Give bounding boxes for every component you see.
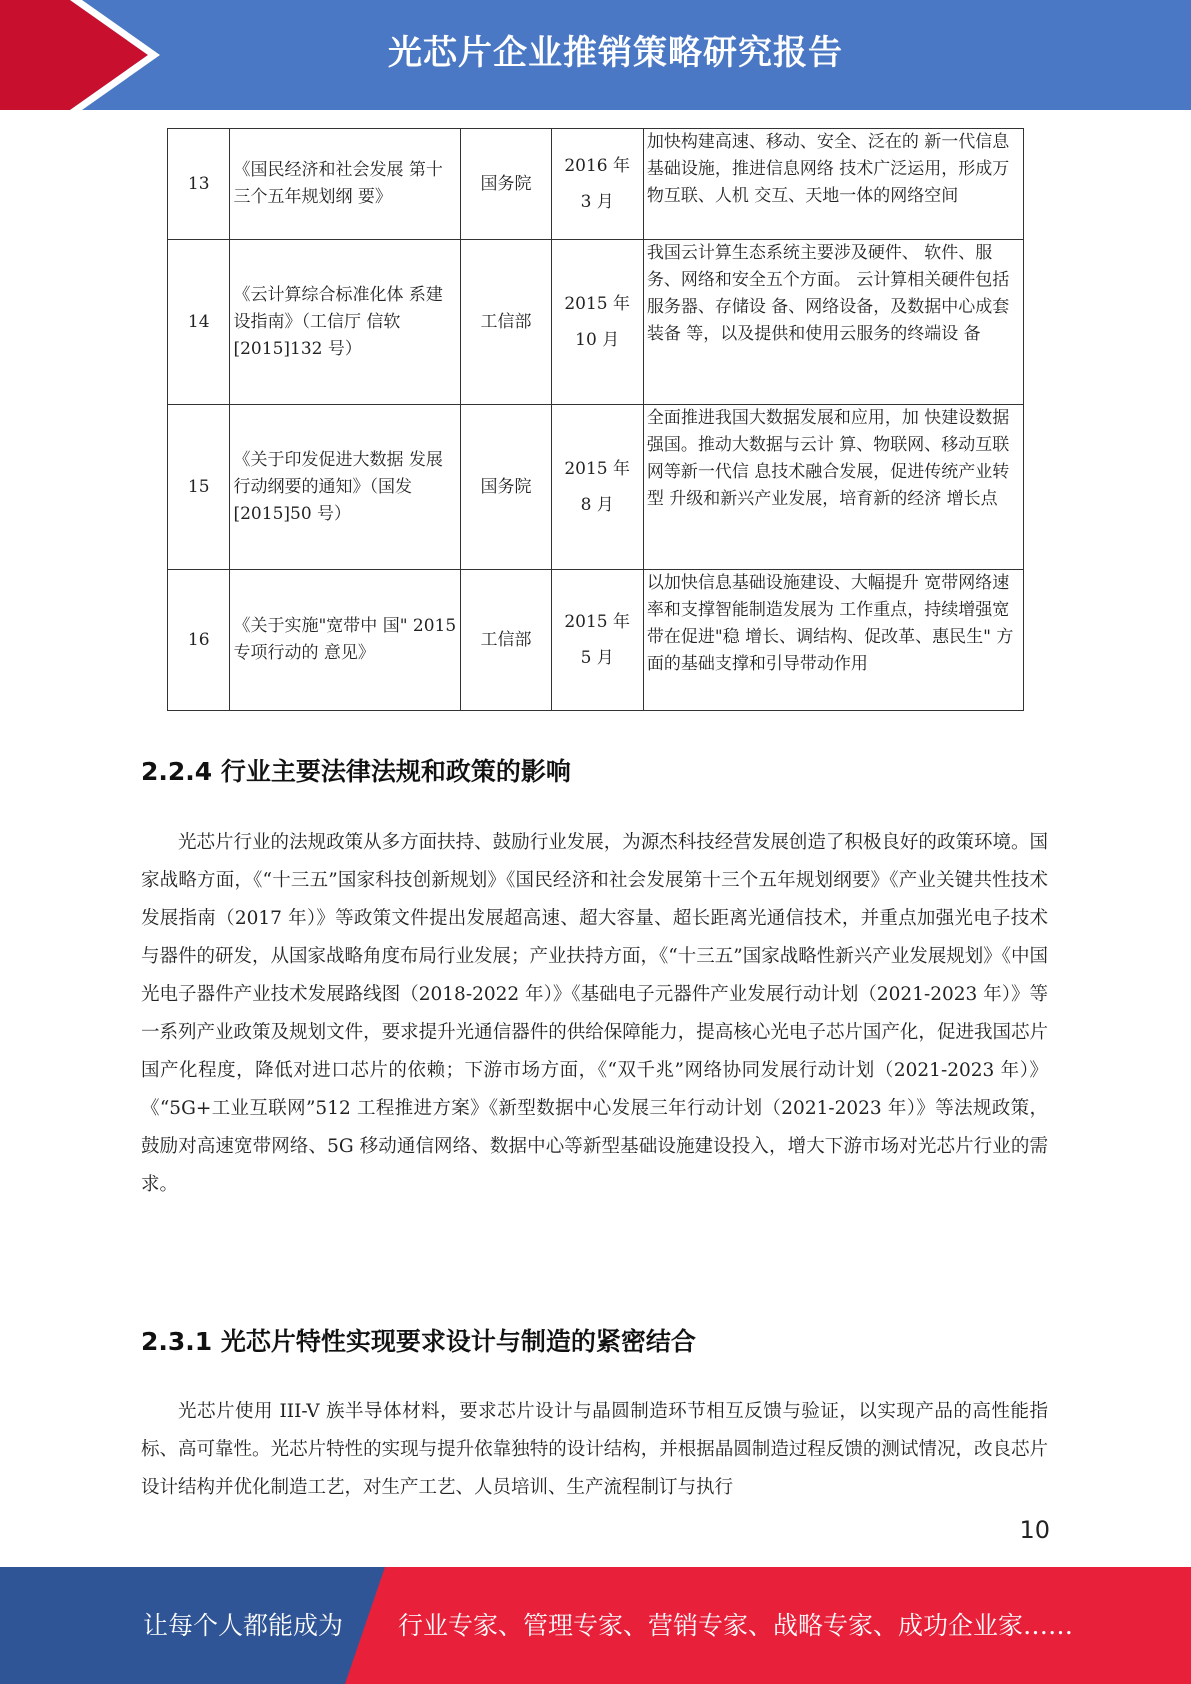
issue-month: 5 月 — [580, 648, 614, 668]
policy-title: 《云计算综合标准化体 系建设指南》（工信厅 信软[2015]132 号） — [230, 240, 461, 405]
row-number: 14 — [168, 240, 230, 405]
issuing-organization: 工信部 — [461, 570, 551, 711]
policy-title: 《关于印发促进大数据 发展行动纲要的通知》（国发[2015]50 号） — [230, 405, 461, 570]
issuing-organization: 国务院 — [461, 405, 551, 570]
policy-description: 我国云计算生态系统主要涉及硬件、 软件、服务、网络和安全五个方面。 云计算相关硬件包括服务器、存储设 备、网络设备，及数据中心成套装备 等，以及提供和使用云服务的终端设 备 — [643, 240, 1023, 405]
issue-month: 3 月 — [580, 192, 614, 212]
section-heading-2-2-4: 2.2.4 行业主要法律法规和政策的影响 — [141, 757, 571, 786]
footer-slogan-right: 行业专家、管理专家、营销专家、战略专家、成功企业家…… — [398, 1611, 1074, 1640]
section-paragraph-2-2-4: 光芯片行业的法规政策从多方面扶持、鼓励行业发展，为源杰科技经营发展创造了积极良好的政策环境。国家战略方面，《“十三五”国家科技创新规划》《国民经济和社会发展第十三个五年规划纲要》《产业关键共性技术发展指南（2017 年）》等政策文件提出发展超高速、超大容量、超长距离光通信技术，并重点加强光电子技术与器件的研发，从国家战略角度布局行业发展；产业扶持方面，《“十三五”国家战略性新兴产业发展规划》《中国光电子器件产业技术发展路线图（2018-2022 年）》《基础电子元器件产业发展行动计划（2021-2023 年）》等一系列产业政策及规划文件，要求提升光通信器件的供给保障能力，提高核心光电子芯片国产化，促进我国芯片国产化程度，降低对进口芯片的依赖；下游市场方面，《“双千兆”网络协同发展行动计划（2021-2023 年）》《“5G+工业互联网”512 工程推进方案》《新型数据中心发展三年行动计划（2021-2023 年）》等法规政策，鼓励对高速宽带网络、5G 移动通信网络、数据中心等新型基础设施建设投入，增大下游市场对光芯片行业的需求。 — [141, 832, 1048, 1195]
footer-slogan-left: 让每个人都能成为 — [143, 1611, 344, 1640]
policy-description: 以加快信息基础设施建设、大幅提升 宽带网络速率和支撑智能制造发展为 工作重点，持续增强宽带在促进"稳 增长、调结构、促改革、惠民生" 方 面的基础支撑和引导带动作用 — [643, 570, 1023, 711]
policy-title: 《关于实施"宽带中 国" 2015 专项行动的 意见》 — [230, 570, 461, 711]
table-row — [168, 405, 1024, 570]
page-header — [0, 0, 1191, 110]
issue-month: 8 月 — [580, 495, 614, 515]
report-title: 光芯片企业推销策略研究报告 — [388, 33, 843, 73]
policy-title: 《国民经济和社会发展 第十三个五年规划纲 要》 — [230, 129, 461, 240]
section-paragraph-2-3-1: 光芯片使用 III-V 族半导体材料，要求芯片设计与晶圆制造环节相互反馈与验证，以实现产品的高性能指标、高可靠性。光芯片特性的实现与提升依靠独特的设计结构，并根据晶圆制造过程反馈的测试情况，改良芯片设计结构并优化制造工艺，对生产工艺、人员培训、生产流程制订与执行 — [141, 1401, 1048, 1498]
table-row — [168, 570, 1024, 711]
issue-year: 2015 年 — [564, 612, 631, 632]
issue-date — [551, 129, 643, 240]
row-number: 16 — [168, 570, 230, 711]
issue-date — [551, 240, 643, 405]
policy-description: 加快构建高速、移动、安全、泛在的 新一代信息基础设施，推进信息网络 技术广泛运用，形成万物互联、人机 交互、天地一体的网络空间 — [643, 129, 1023, 240]
page-number: 10 — [1019, 1516, 1050, 1544]
section-heading-2-3-1: 2.3.1 光芯片特性实现要求设计与制造的紧密结合 — [141, 1327, 696, 1356]
issue-year: 2016 年 — [564, 156, 631, 176]
issue-year: 2015 年 — [564, 294, 631, 314]
issue-date — [551, 405, 643, 570]
table-row — [168, 129, 1024, 240]
issue-month: 10 月 — [575, 330, 620, 350]
table-row — [168, 240, 1024, 405]
row-number: 13 — [168, 129, 230, 240]
issue-year: 2015 年 — [564, 459, 631, 479]
policy-description: 全面推进我国大数据发展和应用，加 快建设数据强国。推动大数据与云计 算、物联网、移动互联网等新一代信 息技术融合发展，促进传统产业转型 升级和新兴产业发展，培育新的经济 增长点 — [643, 405, 1023, 570]
issuing-organization: 国务院 — [461, 129, 551, 240]
row-number: 15 — [168, 405, 230, 570]
issue-date — [551, 570, 643, 711]
page-footer — [0, 1567, 1191, 1684]
policy-table — [167, 128, 1024, 711]
issuing-organization: 工信部 — [461, 240, 551, 405]
